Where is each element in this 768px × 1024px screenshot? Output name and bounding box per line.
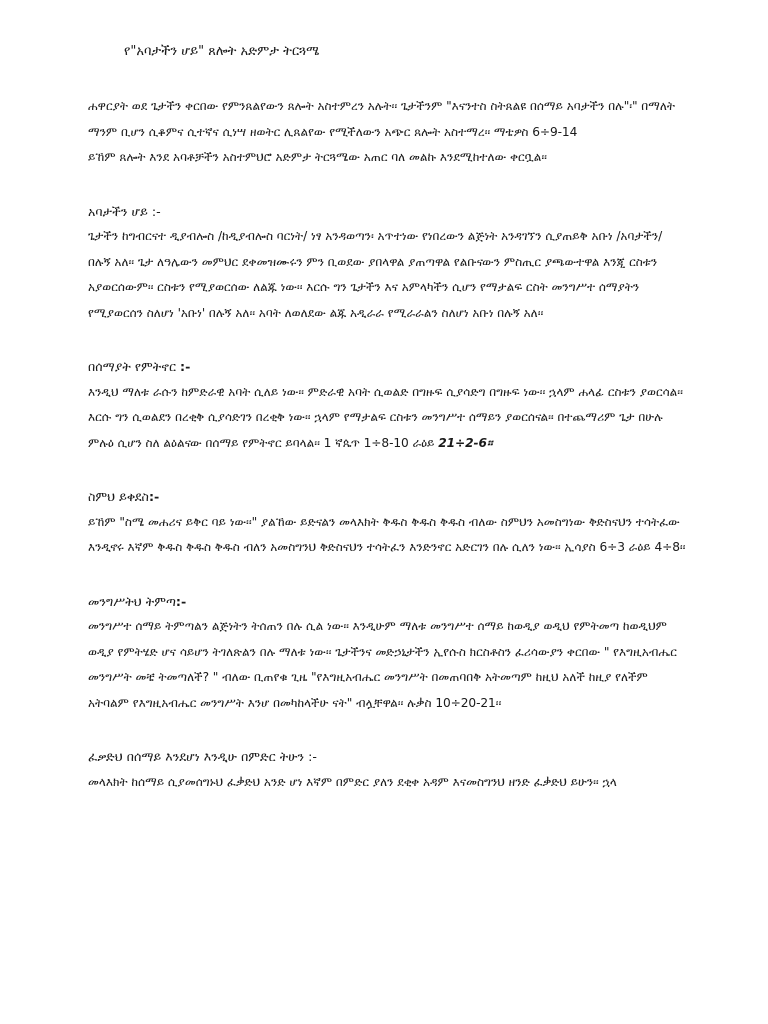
section-heading xyxy=(88,199,686,225)
document-title: የ"አባታችን ሆይ" ጸሎት አድምታ ትርጓሜ xyxy=(124,44,320,59)
section-heading xyxy=(88,484,686,510)
section-hallowed-be-thy-name xyxy=(88,484,686,561)
section-heading xyxy=(88,589,686,615)
intro-paragraph-2: ይኸም ጸሎት እንደ አባቶቻችን አስተምህሮ አድምታ ትርጓሜው አጠር ባለ መልኩ እንደሚከተለው ቀርቧል፡፡ xyxy=(88,150,547,164)
section-heading xyxy=(88,744,686,770)
section-body xyxy=(88,380,686,457)
section-body: ጌታችን ከግብርናተ ዲያብሎስ /ከዲያብሎስ ባርነት/ ነፃ አንዳወጣን፡ አጥተነው የነበረውን ልጅነት አንዳገኘን ሲያጠይቅ አቡነ /አባታችን/ በሉኝ አለ፡፡ ጌታ ለዓሌውን መምህር ደቀመዝሙሩን ምን ቢወደው ያበላዋል ያጠጣዋል የልቡናውን ምስጢር ያጫውተዋል እንጂ ርስቱን አያወርሰውም፡፡ ርስቱን የሚያወርሰው ለልጁ ነው፡፡ እርሱ ግን ጌታችን እና አምላካችን ሲሆን የማታልፍ ርስት መንግሥተ ሰማያትን የሚያወርሰን ስለሆነ 'አቡነ' በሉኝ አለ፡፡ አባት ለወለደው ልጁ አዲራራ የሚራራልን ስለሆነ አቡነ በሉኝ አለ፡፡ xyxy=(88,229,663,320)
section-body-text: እንዲህ ማለቱ ራሱን ከምድራዊ አባት ሲለይ ነው፡፡ ምድራዊ አባት ሲወልድ በግዙፍ ሲያሳድግ በግዙፍ ነው፡፡ ኋላም ሐላፊ ርስቱን ያወርሳል፡፡ እርሱ ግን ሲወልደን በረቂቅ ሲያሳድገን በረቂቅ ነው፡፡ ኋላም የማታልፍ ርስቱን መንግሥተ ሰማይን ያወርሰናል፡፡ በተጨማሪም ጌታ በሁሉ ምሉዕ ሲሆን ስለ ልዕልናው በሰማይ የምትኖር ይባላል፡፡ 1 ኛጴጥ 1÷8-10 ራዕይ xyxy=(88,384,683,450)
heading-text: አባታችን ሆይ :- xyxy=(88,203,161,219)
spacer xyxy=(88,171,686,199)
heading-text: ፈቃድህ በሰማይ እንደሆነ እንዲሁ በምድር ትሁን :- xyxy=(88,749,317,764)
heading-mark: :- xyxy=(180,359,191,374)
section-in-heaven xyxy=(88,354,686,456)
section-thy-kingdom-come xyxy=(88,589,686,717)
section-body: መንግሥተ ሰማይ ትምጣልን ልጅነትን ትሰጠን በሉ ሲል ነው፡፡ እንዲሁም ማለቱ መንግሥተ ሰማይ ከወዲያ ወዲህ የምትመጣ ከወዲህም ወዲያ የምትሄድ ሆና ሳይሆን ትገለጽልን በሉ ማለቱ ነው፡፡ ጌታችንና መድኃኒታችን ኢየሱስ ክርስቶስን ፈሪሳውያን ቀርበው " የእግዚአብሔር መንግሥት መቼ ትመጣለች? " ብለው ቢጠየቁ ጊዜ "የእግዚአብሔር መንግሥት በመጠባበቅ አትመጣም ከዚህ አለች ከዚያ የለችም አትባልም የእግዚአብሔር መንግሥት እንሆ በመካከላችሁ ናት" ብሏቸዋል፡፡ ሉቃስ 10÷20-21፡፡ xyxy=(88,619,677,710)
spacer xyxy=(88,716,686,744)
spacer xyxy=(88,326,686,354)
heading-text: መንግሥትህ ትምጣ xyxy=(88,593,176,609)
bible-reference: 21÷2-6፡፡ xyxy=(438,435,493,450)
heading-mark: :- xyxy=(148,489,160,504)
heading-mark: :- xyxy=(175,593,187,609)
section-our-father xyxy=(88,199,686,327)
heading-text: ስምህ ይቀደስ xyxy=(88,489,149,504)
section-body: ይኸም "ስሜ መሐሪና ይቅር ባይ ነው፡፡" ያልኸው ይድናልን መላእክት ቅዱስ ቅዱስ ቅዱስ ብለው ስምህን አመስግነው ቅድስናህን ተሳትፈው እንዲኖሩ እኛም ቅዱስ ቅዱስ ቅዱስ ብለን አመስግንህ ቅድስናህን ተሳትፈን እንድንኖር አድርገን በሉ ሲለን ነው፡፡ ኢሳያስ 6÷3 ራዕይ 4÷8፡፡ xyxy=(88,514,686,554)
intro-paragraph-1: ሐዋርያት ወደ ጌታችን ቀርበው የምንጸልየውን ጸሎት አስተምረን አሉት፡፡ ጌታችንም "እናንተስ ስትጸልዩ በሰማይ አባታችን በሉ"፡" በማለት ማንም ቢሆን ሲቆምና ሲተኛና ሲነሣ ዘወትር ሊጸልየው የሚችለውን አጭር ጸሎት አስተማረ፡፡ ማቴዎስ 6÷9-14 xyxy=(88,99,675,139)
section-thy-will-be-done xyxy=(88,744,686,795)
spacer xyxy=(88,561,686,589)
heading-text: በሰማያት የምትኖር xyxy=(88,359,181,374)
spacer xyxy=(88,456,686,484)
section-body: መላእክት ከሰማይ ሲያመሰግኑህ ፈቃድህ አንድ ሆነ እኛም በምድር ያለን ደቂቀ አዳም እናመስግንህ ዘንድ ፈቃድህ ይሁን፡፡ ኋላ xyxy=(88,774,617,789)
section-heading xyxy=(88,354,686,380)
spacer xyxy=(88,64,686,94)
